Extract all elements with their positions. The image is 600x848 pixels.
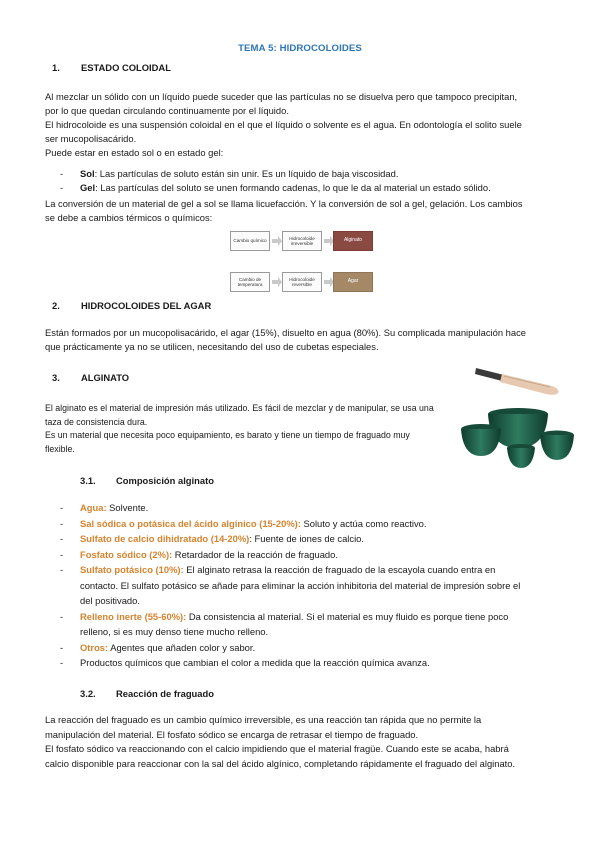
section-3-number: 3. [52, 372, 60, 383]
bullet-dash: - [60, 564, 64, 575]
bullet-text: El alginato retrasa la reacción de fraguado de la escayola cuando entra en [183, 564, 496, 575]
bullet-label: Fosfato sódico (2%): [80, 548, 173, 560]
text-line: que prácticamente ya no se utilicen, necesitando del uso de cubetas especiales. [45, 341, 379, 352]
bullet-text: Retardador de la reacción de fraguado. [172, 548, 338, 560]
diagram-box-chemical-change: Cambio químico [230, 231, 270, 251]
list-item [60, 181, 552, 195]
bullet-text: Solvente. [106, 502, 149, 513]
bullet-dash: - [60, 182, 64, 193]
text-line: Están formados por un mucopolisacárido, el agar (15%), disuelto en agua (80%). Su complicada manipulación hace [45, 327, 526, 338]
text-line: calcio disponible para reaccionar con la sal del ácido algínico, completando rápidamente el fraguado del alginato. [45, 757, 516, 769]
bullet-label: Sulfato potásico (10%): [80, 564, 184, 575]
section-1-heading [52, 61, 171, 75]
state-list [60, 167, 552, 195]
bullet-label: Sol [80, 168, 95, 179]
bullet-dash: - [60, 641, 64, 653]
text-line: se debe a cambios térmicos o químicos: [45, 212, 213, 223]
spatula-image [472, 362, 564, 400]
text-line: Puede estar en estado sol o en estado gel: [45, 147, 224, 158]
bullet-text: relleno, si es muy denso tiene mucho relleno. [80, 626, 269, 637]
list-item [60, 640, 552, 656]
bullet-text: Productos químicos que cambian el color a medida que la reacción química avanza. [80, 657, 430, 668]
bullet-label: Sulfato de calcio dihidratado (14-20%) [80, 533, 250, 544]
section-2-heading [52, 299, 211, 313]
bullet-text: contacto. El sulfato potásico se añade para eliminar la acción inhibitoria del material de impresión sobre el [80, 579, 521, 591]
bullet-dash: - [60, 548, 64, 560]
text-line: manipulación del material. El fosfato sódico se encarga de retrasar el tiempo de fraguado. [45, 728, 419, 740]
bullet-text: Soluto y actúa como reactivo. [300, 517, 427, 529]
section-2-number: 2. [52, 300, 60, 311]
bullet-label: Otros: [80, 641, 109, 653]
composition-list [60, 500, 552, 671]
text-line: ser mucopolisacárido. [45, 133, 137, 144]
text-line: taza de consistencia dura. [45, 416, 148, 427]
bullet-label: Gel [80, 182, 96, 193]
text-line: Al mezclar un sólido con un líquido puede suceder que las partículas no se disuelva pero que tampoco precipitan, [45, 91, 518, 102]
bullet-text: Agentes que añaden color y sabor. [108, 641, 256, 653]
document-title: TEMA 5: HIDROCOLOIDES [238, 43, 362, 54]
diagram-box-reversible: Hidrocoloide reversible [282, 272, 322, 292]
text-line: El hidrocoloide es una suspensión coloidal en el que el líquido o solvente es el agua. En odontología el solito suele [45, 119, 522, 130]
subsection-3-1-number: 3.1. [80, 475, 96, 486]
section-3-body [45, 402, 445, 456]
bullet-dash: - [60, 168, 64, 179]
list-item [60, 609, 552, 640]
bullet-dash: - [60, 610, 64, 622]
subsection-3-1-heading [80, 474, 214, 488]
text-line: Es un material que necesita poco equipamiento, es barato y tiene un tiempo de fraguado muy [45, 430, 410, 440]
text-line: La reacción del fraguado es un cambio químico irreversible, es una reacción tan rápida que no permite la [45, 714, 482, 725]
subsection-3-2-body [45, 713, 555, 771]
text-line: La conversión de un material de gel a sol se llama licuefacción. Y la conversión de sol a gel, gelación. Los cambios [45, 198, 523, 209]
list-item [60, 547, 552, 563]
section-2-body [45, 326, 555, 354]
diagram-box-agar: Agar [333, 272, 373, 292]
diagram-box-irreversible: Hidrocoloide irreversible [282, 231, 322, 251]
bullet-label: Relleno inerte (55-60%): [80, 610, 187, 622]
text-line: por lo que quedan circulando continuamente por el líquido. [45, 105, 289, 116]
mixing-bowls-image [458, 404, 578, 470]
section-1-body [45, 90, 555, 160]
list-item [60, 531, 552, 547]
subsection-3-1-title: Composición alginato [116, 475, 214, 486]
subsection-3-2-number: 3.2. [80, 688, 96, 699]
section-1-number: 1. [52, 62, 60, 73]
bullet-dash: - [60, 517, 64, 529]
text-line: El fosfato sódico va reaccionando con el calcio impidiendo que el material fragüe. Cuando este se acaba, habrá [45, 743, 509, 754]
section-3-title: ALGINATO [81, 372, 130, 383]
bullet-text: Da consistencia al material. Si el material es muy fluido es porque tiene poco [186, 610, 509, 622]
bullet-label: Sal sódica o potásica del ácido algínico (15-20%): [80, 517, 301, 529]
section-1-conversion [45, 197, 555, 225]
bullet-dash: - [60, 533, 64, 544]
bullet-text: : Las partículas del soluto se unen formando cadenas, lo que le da al material un estado sólido. [95, 182, 491, 193]
diagram-box-alginato: Alginato [333, 231, 373, 251]
section-2-title: HIDROCOLOIDES DEL AGAR [81, 300, 212, 311]
bullet-text: del positivado. [80, 595, 140, 606]
section-1-title: ESTADO COLOIDAL [81, 62, 171, 73]
bullet-label: Agua: [80, 502, 107, 513]
bullet-text: : Fuente de iones de calcio. [249, 533, 364, 544]
list-item [60, 562, 552, 609]
list-item [60, 500, 552, 516]
bullet-dash: - [60, 502, 64, 513]
diagram-box-temperature-change: Cambio de temperatura [230, 272, 270, 292]
subsection-3-2-heading [80, 687, 214, 701]
section-3-heading [52, 371, 129, 385]
text-line: El alginato es el material de impresión más utilizado. Es fácil de mezclar y de manipular, se usa una [45, 403, 434, 413]
list-item [60, 655, 552, 671]
list-item [60, 167, 552, 181]
bullet-text: : Las partículas de soluto están sin unir. Es un líquido de baja viscosidad. [94, 168, 399, 179]
text-line: flexible. [45, 443, 75, 454]
list-item [60, 516, 552, 532]
subsection-3-2-title: Reacción de fraguado [116, 688, 214, 699]
bullet-dash: - [60, 657, 64, 668]
